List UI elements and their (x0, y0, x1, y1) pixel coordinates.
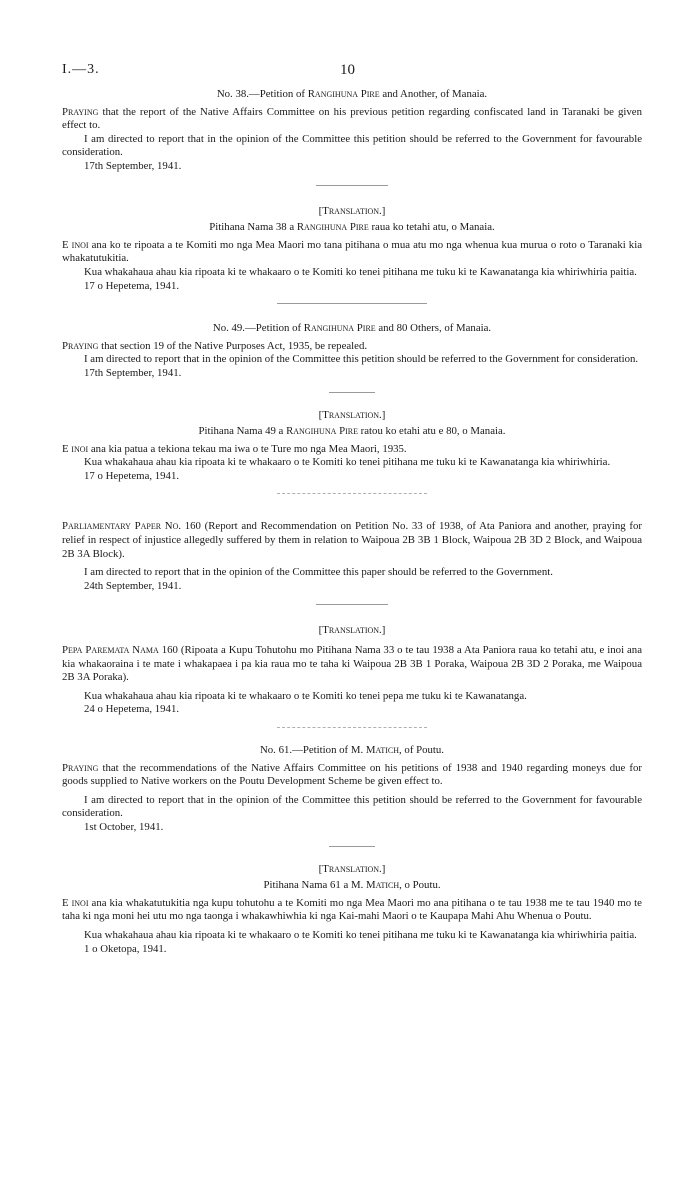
petition-prayer: Praying that the report of the Native Affairs Committee on his previous petition regarding confiscated land in Taranaki be given effect to. (62, 105, 642, 132)
parliamentary-paper-160 (62, 520, 642, 728)
petition-38 (62, 88, 642, 304)
translation-report: Kua whakahaua ahau kia ripoata ki te whakaaro o te Komiti ko tenei pitihana me tuku ki te Kawanatanga kia whiriwhiria paitia. (84, 928, 637, 941)
translation-date: 1 o Oketopa, 1941. (84, 942, 167, 955)
translation-report: Kua whakahaua ahau kia ripoata ki te whakaaro o te Komiti ko tenei pitihana me tuku ki te Kawanatanga kia whiriwhiria. (84, 456, 611, 469)
report-date: 24th September, 1941. (84, 579, 182, 592)
paper-description: Parliamentary Paper No. 160 (Report and Recommendation on Petition No. 33 of 1938, of Ata Paniora and another, praying for relief in respect of injustice allegedly suffered by them in relation to Waipoua 2B 3B 1 Block, Waipoua 2B 3D 2 Block, and Waipoua 2B 3A Block). (62, 520, 642, 560)
section-divider (329, 392, 375, 393)
petition-61 (62, 744, 642, 956)
section-divider (329, 846, 375, 847)
translation-label: [Translation.] (318, 862, 386, 875)
report-date: 1st October, 1941. (84, 820, 164, 833)
petition-prayer: Praying that section 19 of the Native Purposes Act, 1935, be repealed. (62, 339, 368, 352)
section-divider (277, 303, 427, 304)
petition-prayer: Praying that the recommendations of the Native Affairs Committee on his petitions of 1938 and 1940 regarding moneys due for goods supplied to Native workers on the Poutu Development Scheme be given effect to. (62, 761, 642, 788)
translation-label: [Translation.] (318, 408, 386, 421)
translation-label: [Translation.] (318, 204, 386, 217)
committee-report: I am directed to report that in the opinion of the Committee this paper should be referred to the Government. (84, 566, 553, 579)
report-date: 17th September, 1941. (84, 366, 182, 379)
committee-report: I am directed to report that in the opinion of the Committee this petition should be referred to the Government for consideration. (84, 353, 639, 366)
translation-prayer: E inoi ana ko te ripoata a te Komiti mo nga Mea Maori mo tana pitihana o mua atu mo nga whenua kua murua o roto o Taranaki kia whakatutukitia. (62, 238, 642, 265)
petition-title: No. 38.—Petition of Rangihuna Pire and Another, of Manaia. (216, 88, 488, 100)
document-body (62, 88, 642, 956)
committee-report: I am directed to report that in the opinion of the Committee this petition should be referred to the Government for favourable consideration. (62, 793, 642, 820)
section-divider (316, 604, 388, 605)
translation-description: Pepa Paremata Nama 160 (Ripoata a Kupu Tohutohu mo Pitihana Nama 33 o te tau 1938 a Ata Paniora raua ko tetahi atu, e inoi ana kia whakaoraina i te mate i whakapaea i pa kia raua mo te taha ki Waipoua 2B 3B 1 Poraka, Waipoua 2B 3D 2 Poraka, me Waipoua 2B 3A Poraka). (62, 644, 642, 684)
translation-report: Kua whakahaua ahau kia ripoata ki te whakaaro o te Komiti ko tenei pitihana me tuku ki te Kawanatanga kia whiriwhiria paitia. (84, 265, 637, 278)
translation-date: 24 o Hepetema, 1941. (84, 703, 180, 716)
translation-date: 17 o Hepetema, 1941. (84, 469, 180, 482)
petition-title: No. 61.—Petition of M. Matich, of Poutu. (259, 744, 445, 756)
translation-prayer: E inoi ana kia patua a tekiona tekau ma iwa o te Ture mo nga Mea Maori, 1935. (62, 442, 407, 455)
translation-label: [Translation.] (318, 624, 386, 637)
petition-49 (62, 322, 642, 494)
page-number: 10 (340, 62, 355, 78)
petition-title: No. 49.—Petition of Rangihuna Pire and 80 Others, of Manaia. (212, 322, 492, 335)
translation-report: Kua whakahaua ahau kia ripoata ki te whakaaro o te Komiti ko tenei pepa me tuku ki te Kawanatanga. (84, 689, 527, 702)
translation-prayer: E inoi ana kia whakatutukitia nga kupu tohutohu a te Komiti mo nga Mea Maori mo ana pitihana o te tau 1938 me te tau 1940 mo te taha ki nga moni hei utu mo nga taonga i whakawhiwhia ki nga Kai-mahi Maori o te Kaupapa Mahi Ahu Whenua o Poutu. (62, 896, 642, 923)
section-divider (277, 493, 427, 494)
section-divider (277, 727, 427, 728)
committee-report: I am directed to report that in the opinion of the Committee this petition should be referred to the Government for favourable consideration. (62, 132, 642, 159)
translation-title: Pitihana Nama 61 a M. Matich, o Poutu. (263, 879, 441, 892)
translation-title: Pitihana Nama 49 a Rangihuna Pire ratou ko etahi atu e 80, o Manaia. (198, 425, 506, 438)
section-divider (316, 185, 388, 186)
paper-reference: I.—3. (62, 62, 100, 77)
report-date: 17th September, 1941. (84, 159, 182, 172)
translation-date: 17 o Hepetema, 1941. (84, 279, 180, 292)
translation-title: Pitihana Nama 38 a Rangihuna Pire raua ko tetahi atu, o Manaia. (209, 221, 495, 234)
